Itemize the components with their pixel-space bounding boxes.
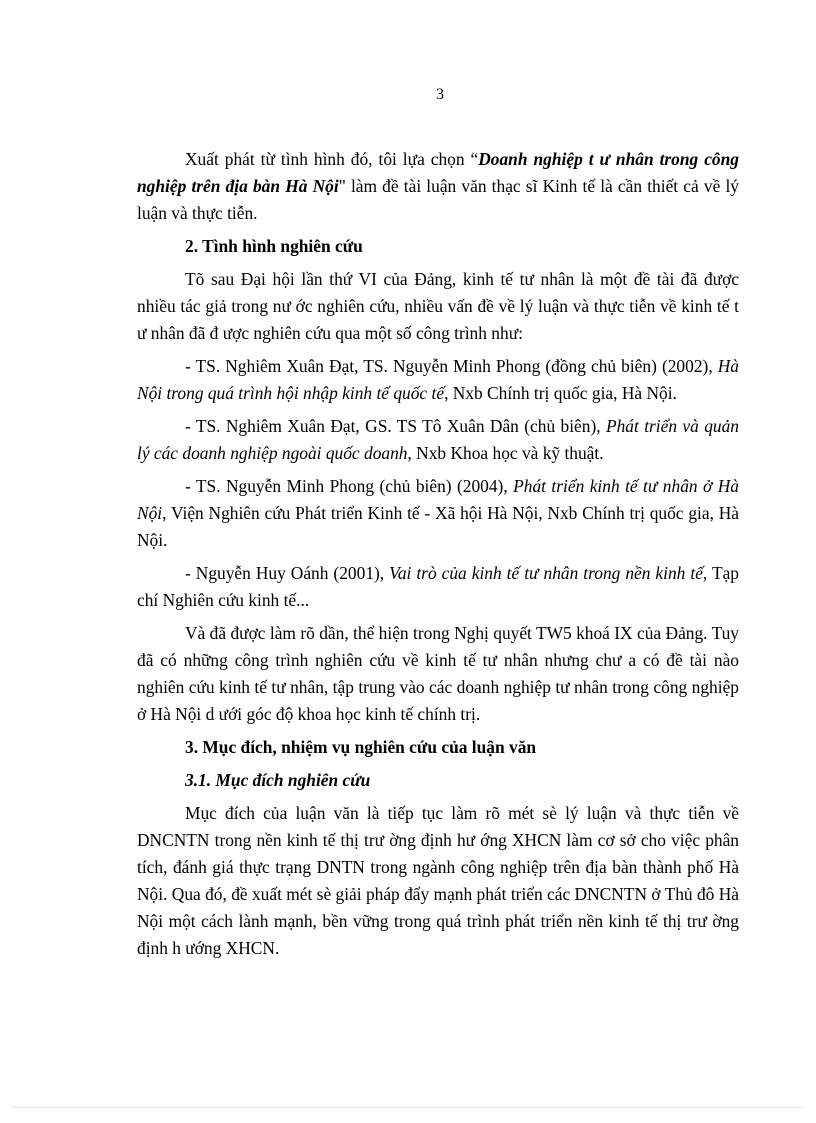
section-heading-research-status: 2. Tình hình nghiên cứu — [185, 236, 363, 256]
reference-item: - TS. Nghiêm Xuân Đạt, TS. Nguyễn Minh Phong (đồng chủ biên) (2002), Hà Nội trong quá trình hội nhập kinh tế quốc tế, Nxb Chính trị quốc gia, Hà Nội. — [137, 356, 739, 403]
reference-item: - Nguyễn Huy Oánh (2001), Vai trò của kinh tế tư nhân trong nền kinh tế, Tạp chí Nghiên cứu kinh tế... — [137, 563, 739, 610]
intro-text-end: " làm đề tài luận văn thạc sĩ Kinh tế là cần thiết cả về lý luận và thực tiễn. — [137, 176, 740, 223]
page-number: 3 — [436, 86, 444, 103]
purpose-paragraph: Mục đích của luận văn là tiếp tục làm rõ mét sè lý luận và thực tiễn về DNCNTN trong nền kinh tế thị trư ờng định hư ớng XHCN làm cơ sở cho việc phân tích, đánh giá thực trạng DNTN trong ngành công nghiệp trên địa bàn thành phố Hà Nội. Qua đó, đề xuất mét sè giải pháp đẩy mạnh phát triển các DNCNTN ở Thủ đô Hà Nội một cách lành mạnh, bền vững trong quá trình phát triển nền kinh tế thị trư ờng định h ướng XHCN. — [137, 803, 739, 958]
clarification-paragraph: Và đã được làm rõ dần, thể hiện trong Nghị quyết TW5 khoá IX của Đảng. Tuy đã có những công trình nghiên cứu về kinh tế tư nhân nhưng chư a có đề tài nào nghiên cứu kinh tế tư nhân, tập trung vào các doanh nghiệp tư nhân trong công nghiệp ở Hà Nội d ưới góc độ khoa học kinh tế chính trị. — [137, 623, 739, 724]
reference-title: Hà Nội trong quá trình hội nhập kinh tế quốc tế — [137, 356, 739, 403]
page-bottom-divider — [12, 1107, 804, 1108]
subsection-heading-purpose: 3.1. Mục đích nghiên cứu — [185, 770, 371, 790]
reference-title: Phát triển kinh tế tư nhân ở Hà Nội — [137, 476, 739, 523]
intro-paragraph — [137, 146, 739, 227]
reference-title: Vai trò của kinh tế tư nhân trong nền kinh tế — [389, 563, 703, 583]
reference-item: - TS. Nghiêm Xuân Đạt, GS. TS Tô Xuân Dân (chủ biên), Phát triển và quản lý các doanh nghiệp ngoài quốc doanh, Nxb Khoa học và kỹ thuật. — [137, 416, 739, 463]
research-status-paragraph: Tõ sau Đại hội lần thứ VI của Đảng, kinh tế tư nhân là một đề tài đã được nhiều tác giả trong nư ớc nghiên cứu, nhiều vấn đề về lý luận và thực tiễn về kinh tế t ư nhân đã đ ược nghiên cứu qua một số công trình như: — [137, 269, 739, 343]
document-body — [137, 146, 739, 962]
reference-item: - TS. Nguyễn Minh Phong (chủ biên) (2004), Phát triển kinh tế tư nhân ở Hà Nội, Viện Nghiên cứu Phát triển Kinh tế - Xã hội Hà Nội, Nxb Chính trị quốc gia, Hà Nội. — [137, 476, 739, 550]
section-heading-objectives: 3. Mục đích, nhiệm vụ nghiên cứu của luận văn — [185, 737, 537, 757]
intro-text-start: Xuất phát từ tình hình đó, tôi lựa chọn “ — [185, 149, 479, 169]
reference-title: Phát triển và quản lý các doanh nghiệp ngoài quốc doanh — [137, 416, 739, 463]
thesis-title: Doanh nghiệp t ư nhân trong công nghiệp trên địa bàn Hà Nội — [137, 149, 739, 196]
